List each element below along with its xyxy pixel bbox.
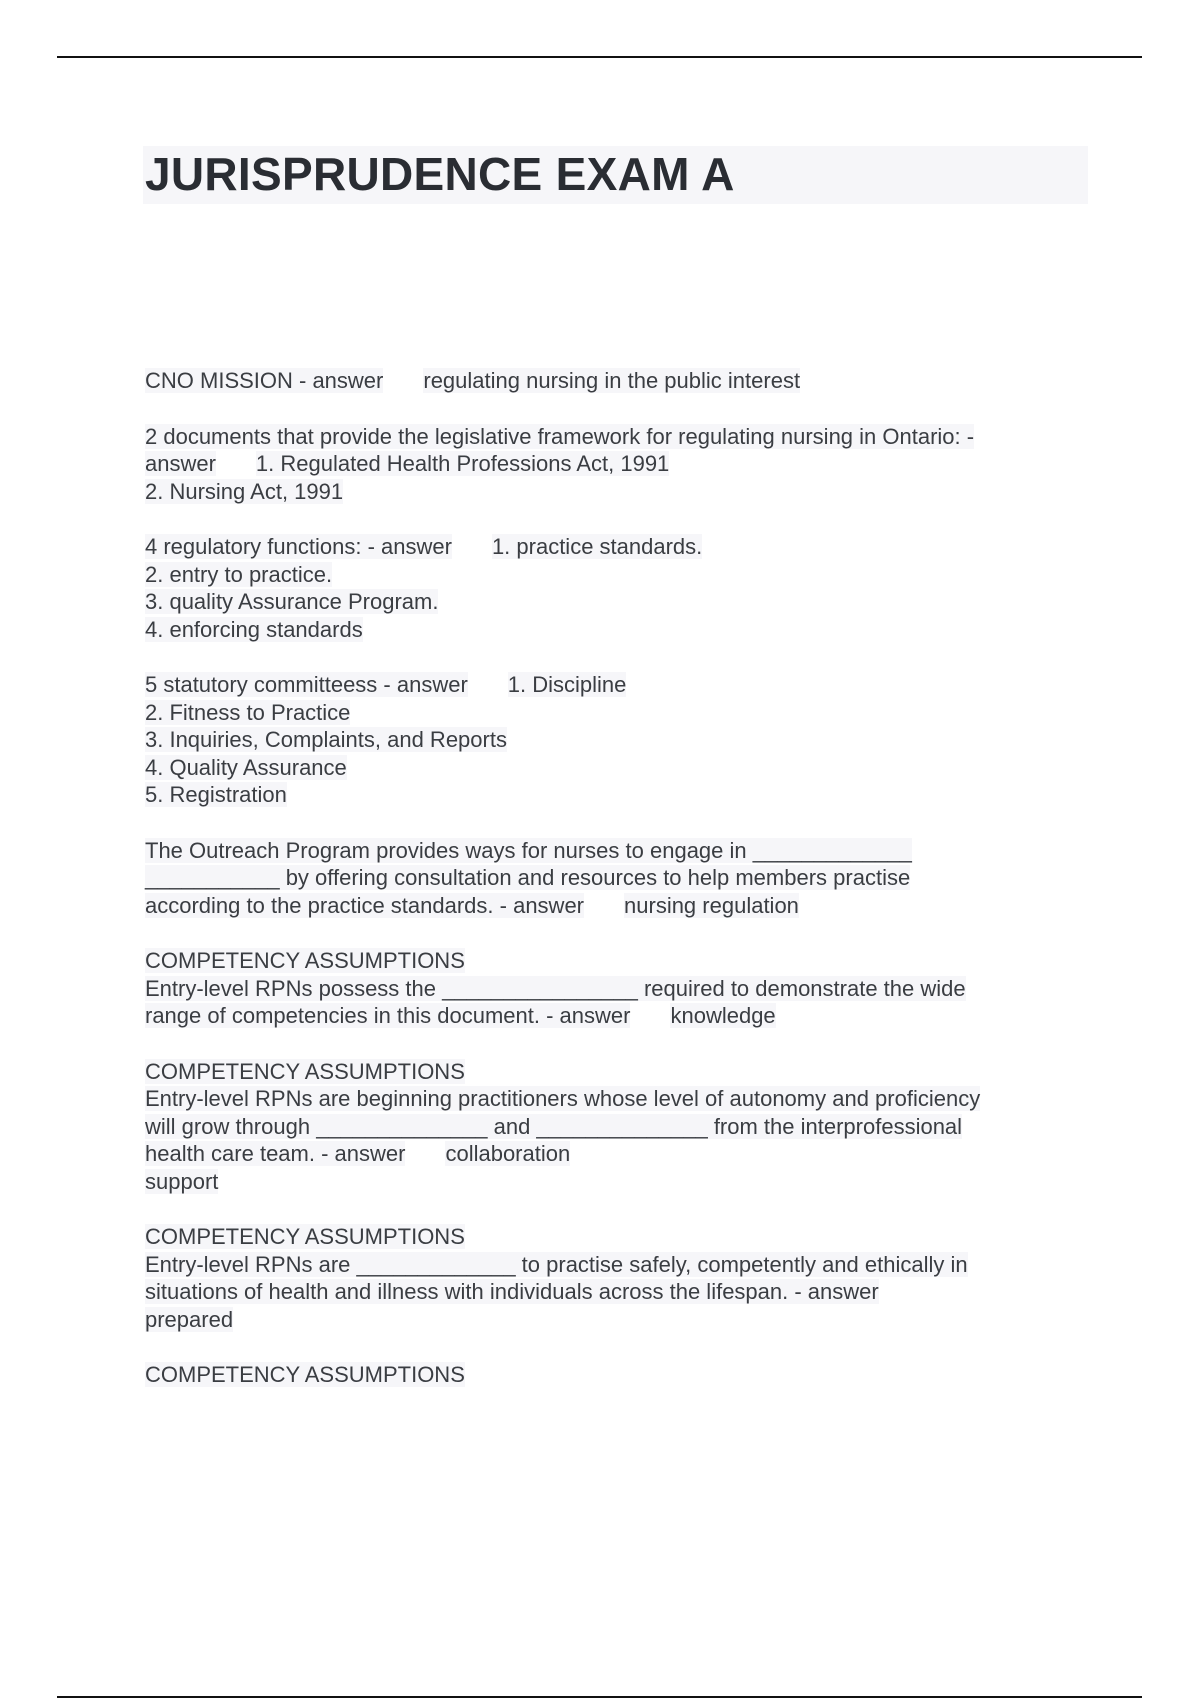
- line-text: COMPETENCY ASSUMPTIONS: [145, 948, 465, 973]
- line-text: 4. Quality Assurance: [145, 754, 347, 780]
- bottom-rule: [57, 1696, 1142, 1698]
- line-text: Entry-level RPNs are beginning practitioners whose level of autonomy and proficiency: [145, 1086, 981, 1111]
- qa-line: [145, 864, 1075, 892]
- qa-line: [145, 1278, 1075, 1306]
- qa-line: [145, 1058, 1075, 1086]
- qa-line: [145, 1113, 1075, 1141]
- answer-text: 1. practice standards.: [491, 534, 703, 559]
- line-text: situations of health and illness with individuals across the lifespan. - answer: [145, 1279, 879, 1304]
- line-text: 2 documents that provide the legislative framework for regulating nursing in Ontario: -: [145, 423, 975, 449]
- qa-item: [145, 1058, 1075, 1196]
- qa-item: [145, 947, 1075, 1030]
- line-text: 3. Inquiries, Complaints, and Reports: [145, 727, 507, 752]
- question-text: 4 regulatory functions: - answer: [145, 534, 452, 559]
- qa-line: [145, 754, 1075, 782]
- line-text: 3. quality Assurance Program.: [145, 589, 439, 614]
- qa-line: [145, 947, 1075, 975]
- qa-line: [145, 671, 1075, 699]
- line-text: 5. Registration: [145, 782, 287, 807]
- answer-text: nursing regulation: [624, 892, 799, 918]
- qa-line: [145, 561, 1075, 589]
- qa-line: [145, 616, 1075, 644]
- qa-line: [145, 533, 1075, 561]
- qa-line: [145, 892, 1075, 920]
- qa-item: [145, 423, 1075, 506]
- line-text: 2. entry to practice.: [145, 561, 333, 587]
- qa-item: [145, 671, 1075, 809]
- answer-text: 1. Regulated Health Professions Act, 1991: [255, 451, 670, 476]
- qa-item: [145, 1223, 1075, 1333]
- qa-line: [145, 367, 1075, 395]
- qa-line: [145, 699, 1075, 727]
- line-text: prepared: [145, 1306, 234, 1332]
- question-text: answer: [145, 451, 216, 476]
- qa-line: [145, 1361, 1075, 1389]
- line-text: support: [145, 1168, 219, 1194]
- qa-line: [145, 1223, 1075, 1251]
- qa-line: [145, 478, 1075, 506]
- line-text: will grow through ______________ and ______________ from the interprofessional: [145, 1113, 963, 1139]
- line-text: COMPETENCY ASSUMPTIONS: [145, 1224, 465, 1249]
- line-text: Entry-level RPNs possess the ________________ required to demonstrate the wide: [145, 975, 966, 1001]
- line-text: COMPETENCY ASSUMPTIONS: [145, 1362, 465, 1387]
- qa-line: [145, 423, 1075, 451]
- qa-line: [145, 1168, 1075, 1196]
- line-text: Entry-level RPNs are _____________ to practise safely, competently and ethically in: [145, 1251, 968, 1277]
- qa-line: [145, 1251, 1075, 1279]
- line-text: ___________ by offering consultation and resources to help members practise: [145, 865, 911, 890]
- qa-line: [145, 1140, 1075, 1168]
- question-text: health care team. - answer: [145, 1141, 406, 1166]
- qa-list: [145, 367, 1075, 1417]
- qa-line: [145, 726, 1075, 754]
- question-text: range of competencies in this document. - answer: [145, 1003, 631, 1028]
- document-title: JURISPRUDENCE EXAM A: [145, 148, 735, 200]
- question-text: CNO MISSION - answer: [145, 368, 384, 393]
- qa-item: [145, 533, 1075, 643]
- qa-item: [145, 367, 1075, 395]
- answer-text: regulating nursing in the public interest: [423, 368, 801, 393]
- line-text: 2. Nursing Act, 1991: [145, 478, 344, 504]
- qa-item: [145, 1361, 1075, 1389]
- answer-text: knowledge: [670, 1003, 776, 1028]
- qa-line: [145, 450, 1075, 478]
- question-text: according to the practice standards. - answer: [145, 892, 585, 918]
- qa-line: [145, 781, 1075, 809]
- line-text: The Outreach Program provides ways for nurses to engage in _____________: [145, 837, 912, 863]
- qa-line: [145, 837, 1075, 865]
- qa-line: [145, 975, 1075, 1003]
- line-text: 4. enforcing standards: [145, 616, 363, 642]
- answer-text: collaboration: [445, 1141, 571, 1166]
- qa-line: [145, 1306, 1075, 1334]
- qa-line: [145, 1002, 1075, 1030]
- question-text: 5 statutory committeess - answer: [145, 672, 468, 697]
- qa-line: [145, 1085, 1075, 1113]
- line-text: COMPETENCY ASSUMPTIONS: [145, 1058, 465, 1084]
- line-text: 2. Fitness to Practice: [145, 699, 351, 725]
- answer-text: 1. Discipline: [507, 672, 627, 697]
- qa-line: [145, 588, 1075, 616]
- qa-item: [145, 837, 1075, 920]
- top-rule: [57, 56, 1142, 58]
